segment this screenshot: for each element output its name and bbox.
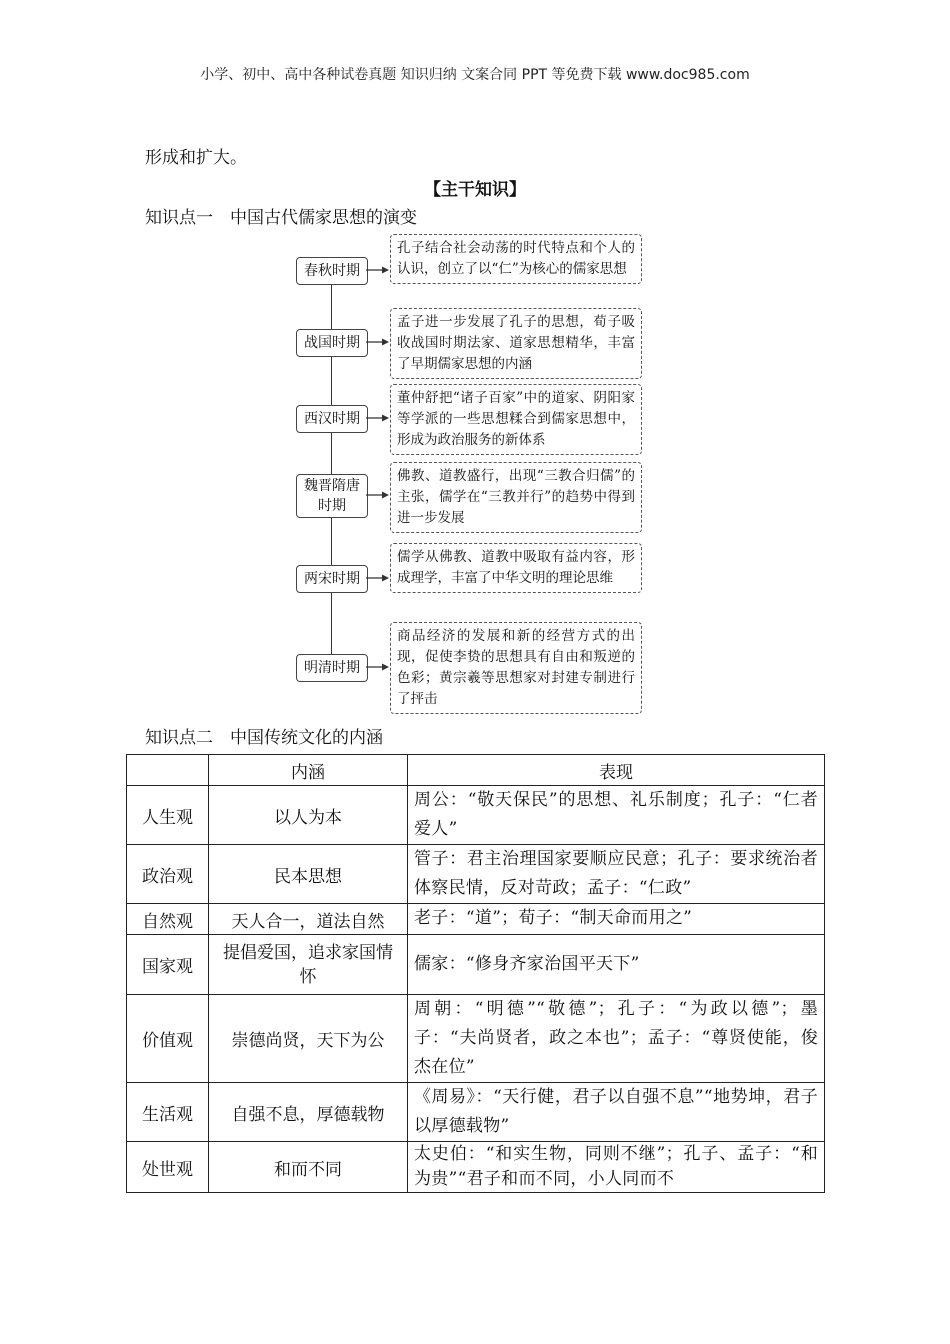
category-cell: 处世观 [127,1142,209,1193]
expression-cell: 周公：“敬天保民”的思想、礼乐制度；孔子：“仁者爱人” [408,786,825,845]
table-row [127,786,825,845]
timeline-period: 战国时期 [296,329,368,357]
table-row [127,845,825,904]
section-title: 【主干知识】 [424,180,526,200]
meaning-cell: 民本思想 [209,845,408,904]
timeline-period: 春秋时期 [296,257,368,285]
expression-cell: 儒家：“修身齐家治国平天下” [408,935,825,995]
meaning-cell: 和而不同 [209,1142,408,1193]
timeline-description: 董仲舒把“诸子百家”中的道家、阴阳家等学派的一些思想糅合到儒家思想中，形成为政治服务的新体系 [390,384,642,455]
lead-text: 形成和扩大。 [145,148,247,168]
page-header-banner: 小学、初中、高中各种试卷真题 知识归纳 文案合同 PPT 等免费下载 www.doc985.com [200,67,750,83]
timeline-arrow [366,662,389,672]
category-cell: 自然观 [127,904,209,935]
table-row [127,1142,825,1193]
table-row [127,1083,825,1142]
meaning-cell: 以人为本 [209,786,408,845]
table-row [127,904,825,935]
timeline-arrow [366,490,389,500]
table-header-row [127,755,825,786]
timeline-arrow [366,573,389,583]
timeline-description: 儒学从佛教、道教中吸取有益内容，形成理学，丰富了中华文明的理论思维 [390,543,642,593]
expression-cell: 老子：“道”；荀子：“制天命而用之” [408,904,825,935]
category-cell: 政治观 [127,845,209,904]
knowledge-point-1-title: 知识点一 中国古代儒家思想的演变 [145,208,417,228]
knowledge-point-2-title: 知识点二 中国传统文化的内涵 [145,728,383,748]
traditional-culture-table [126,754,825,1193]
category-cell: 生活观 [127,1083,209,1142]
timeline-period: 明清时期 [296,654,368,682]
expression-cell: 《周易》：“天行健，君子以自强不息”“地势坤，君子以厚德载物” [408,1083,825,1142]
timeline-period [296,474,368,518]
timeline-description: 佛教、道教盛行，出现“三教合归儒”的主张，儒学在“三教并行”的趋势中得到进一步发展 [390,462,642,533]
category-cell: 人生观 [127,786,209,845]
expression-cell: 周朝：“明德”“敬德”；孔子：“为政以德”；墨子：“夫尚贤者，政之本也”；孟子：“尊贤使能，俊杰在位” [408,995,825,1083]
meaning-cell: 自强不息，厚德载物 [209,1083,408,1142]
timeline-description: 孔子结合社会动荡的时代特点和个人的认识，创立了以“仁”为核心的儒家思想 [390,234,642,284]
timeline-arrow [366,413,389,423]
meaning-cell: 天人合一，道法自然 [209,904,408,935]
timeline-arrow [366,265,389,275]
table-row [127,995,825,1083]
meaning-cell: 提倡爱国，追求家国情怀 [209,935,408,995]
timeline-arrow [366,337,389,347]
timeline-period: 西汉时期 [296,405,368,433]
timeline-period: 两宋时期 [296,565,368,593]
timeline-description: 孟子进一步发展了孔子的思想，荀子吸收战国时期法家、道家思想精华，丰富了早期儒家思想的内涵 [390,308,642,379]
expression-cell [408,1142,825,1193]
timeline-description: 商品经济的发展和新的经营方式的出现，促使李贽的思想具有自由和叛逆的色彩；黄宗羲等思想家对封建专制进行了抨击 [390,622,642,714]
category-cell: 国家观 [127,935,209,995]
table-row [127,935,825,995]
expression-text-clipped: 太史伯：“和实生物，同则不继”；孔子、孟子：“和为贵”“君子和而不同，小人同而不 [414,1144,818,1189]
expression-cell: 管子：君主治理国家要顺应民意；孔子：要求统治者体察民情，反对苛政；孟子：“仁政” [408,845,825,904]
category-cell: 价值观 [127,995,209,1083]
table-header-cell: 内涵 [209,755,408,786]
table-header-cell [127,755,209,786]
timeline-period-label: 魏晋隋唐时期 [304,478,360,514]
meaning-cell: 崇德尚贤，天下为公 [209,995,408,1083]
table-header-cell: 表现 [408,755,825,786]
